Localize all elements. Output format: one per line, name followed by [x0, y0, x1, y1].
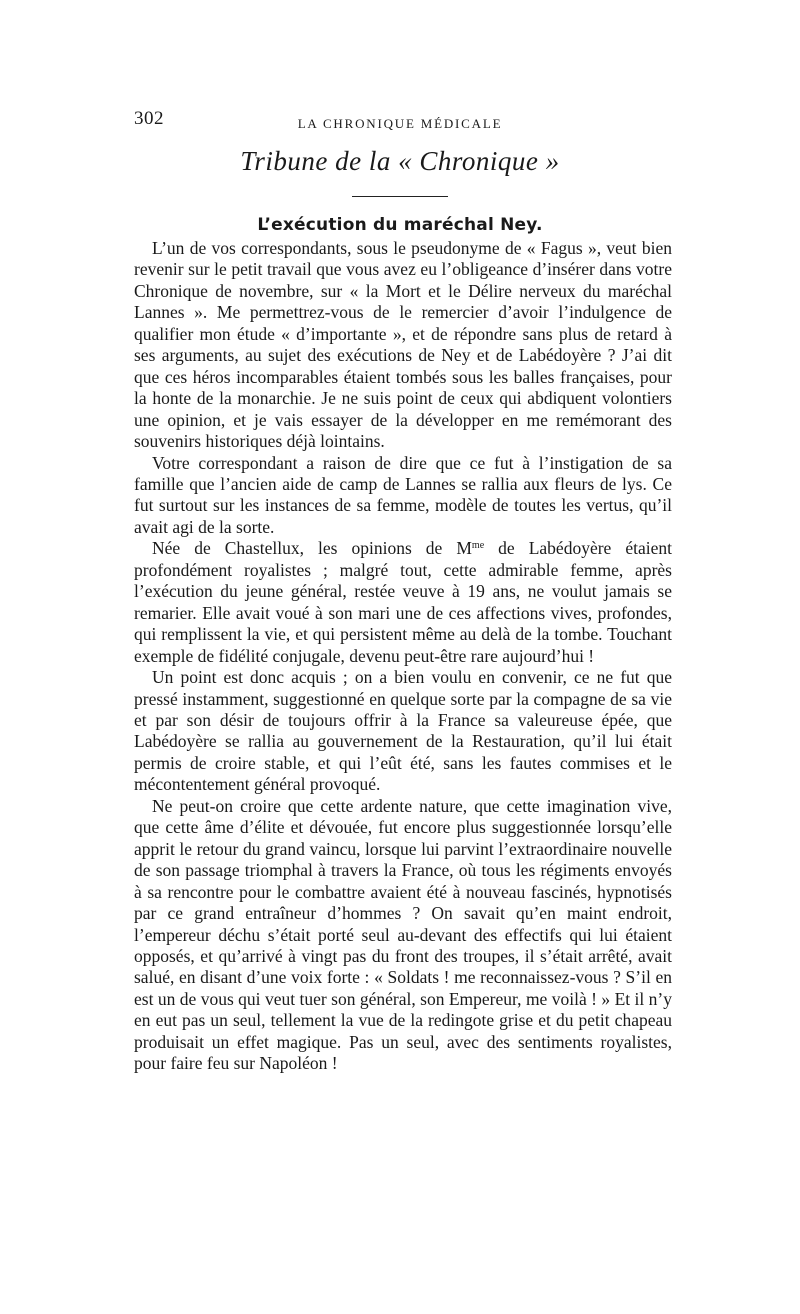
title-divider [352, 196, 448, 197]
paragraph-4: Un point est donc acquis ; on a bien voulu en convenir, ce ne fut que pressé instamment, suggestionné en quelque sorte par la compagne de sa vie et par son désir de toujours offrir à la France sa valeureuse épée, que Labédoyère se rallia au gouvernement de la Restauration, qu’il lui était permis de croire stable, et qui l’eût été, sans les fautes commises et le mécontentement général provoqué. [134, 667, 672, 795]
paragraph-3-end: de Labédoyère étaient profondément royalistes ; malgré tout, cette admirable femme, après l’exécution du jeune général, restée veuve à 19 ans, ne voulut jamais se remarier. Elle avait voué à son mari une de ces affections vives, profondes, qui remplissent la vie, et qui persistent même au delà de la tombe. Touchant exemple de fidélité conjugale, devenu peut-être rare aujourd’hui ! [134, 538, 672, 666]
paragraph-3-start: Née de Chastellux, les opinions de M [152, 538, 472, 559]
paragraph-2: Votre correspondant a raison de dire que ce fut à l’instigation de sa famille que l’ancien aide de camp de Lannes se rallia aux fleurs de lys. Ce fut surtout sur les instances de sa femme, modèle de toutes les vertus, qu’il avait agi de la sorte. [134, 452, 672, 537]
article-heading: L’exécution du maréchal Ney. [257, 215, 543, 235]
page-number: 302 [134, 108, 164, 129]
superscript-me: me [471, 540, 485, 552]
paragraph-5: Ne peut-on croire que cette ardente nature, que cette imagination vive, que cette âme d’élite et dévouée, fut encore plus suggestionnée lorsqu’elle apprit le retour du grand vaincu, lorsque lui parvint l’extraordinaire nouvelle de son passage triomphal à travers la France, où tous les régiments envoyés à sa rencontre pour le combattre avaient été à nouveau fascinés, hypnotisés par ce grand entraîneur d’hommes ? On savait qu’en maint endroit, l’empereur déchu s’était porté seul au-devant des effectifs qui lui étaient opposés, et qu’arrivé à vingt pas du front des troupes, il s’était arrêté, avait salué, en disant d’une voix forte : « Soldats ! me reconnaissez-vous ? S’il en est un de vous qui veut tuer son général, son Empereur, me voilà ! » Et il n’y en eut pas un seul, tellement la vue de la redingote grise et du petit chapeau produisait un effet magique. Pas un seul, avec des sentiments royalistes, pour faire feu sur Napoléon ! [134, 795, 672, 1074]
paragraph-1: L’un de vos correspondants, sous le pseudonyme de « Fagus », veut bien revenir sur le petit travail que vous avez eu l’obligeance d’insérer dans votre Chronique de novembre, sur « la Mort et le Délire nerveux du maréchal Lannes ». Me permettrez-vous de le remercier d’avoir l’indulgence de qualifier mon étude « d’importante », et de répondre sans plus de retard à ses arguments, au sujet des exécutions de Ney et de Labédoyère ? J’ai dit que ces héros incomparables étaient tombés sous les balles françaises, pour la honte de la monarchie. Je ne suis point de ceux qui abdiquent volontiers une opinion, et je vais essayer de la développer en me remémorant des souvenirs historiques déjà lointains. [134, 238, 672, 452]
paragraph-3 [134, 538, 672, 667]
running-head: LA CHRONIQUE MÉDICALE [297, 116, 503, 131]
article-body [134, 238, 672, 1075]
section-title: Tribune de la « Chronique » [240, 146, 560, 176]
